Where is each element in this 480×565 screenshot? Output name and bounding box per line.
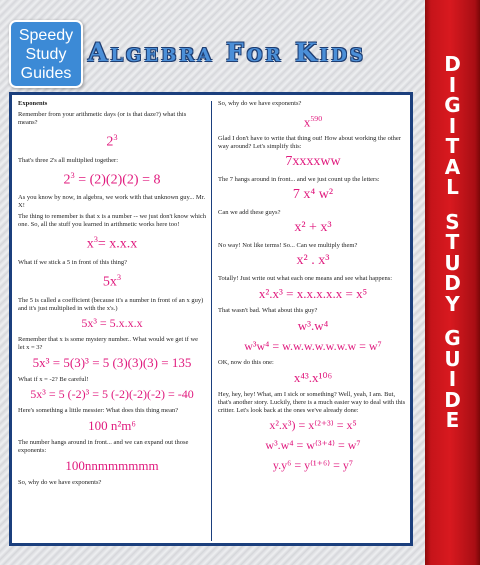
- spine-title: [425, 54, 480, 431]
- equation-rest: = (2)(2)(2) = 8: [74, 172, 161, 188]
- paragraph: So, why do we have exponents?: [218, 100, 302, 107]
- equation-base: 2: [63, 172, 71, 188]
- book-spine: [425, 0, 480, 565]
- paragraph: Remember that x is some mystery number.. What would we get if we let x = 3?: [18, 335, 199, 351]
- equation: x⁴³.x¹⁰⁶: [293, 370, 333, 386]
- equation: 100 n²m⁶: [88, 417, 136, 433]
- paragraph: Hey, hey, hey! What, am I sick or something? Well, yeah, I am. But, that's another story. Luckily, there is a much easier way to deal with this critter. Let's look back at the ones we've already done:: [218, 391, 406, 415]
- paragraph: The number hangs around in front... and we can expand out those exponents:: [18, 438, 189, 454]
- spine-letter: S: [445, 209, 460, 234]
- left-column: [18, 100, 206, 490]
- equation: x².x³) = x⁽²⁺³⁾ = x⁵: [269, 418, 357, 433]
- spine-letter: D: [444, 271, 461, 295]
- paragraph: Glad I don't have to write that thing out! How about working the other way around? Let's simplify this:: [218, 135, 401, 151]
- equation: [18, 232, 206, 253]
- spine-letter: E: [445, 408, 460, 432]
- spine-letter: G: [444, 326, 461, 350]
- spine-letter: L: [446, 175, 459, 199]
- equation-exponent: 3: [116, 272, 122, 282]
- equation: 5x³ = 5 (-2)³ = 5 (-2)(-2)(-2) = -40: [30, 386, 194, 401]
- spine-letter: I: [448, 367, 457, 391]
- equation: [18, 270, 206, 291]
- paragraph: So, why do we have exponents?: [18, 478, 102, 486]
- spine-letter: Y: [445, 291, 460, 316]
- equation-exponent: 3: [113, 133, 118, 142]
- equation: w³w⁴ = w.w.w.w.w.w.w = w⁷: [244, 339, 382, 354]
- equation: x² + x³: [294, 220, 332, 236]
- logo-line: Guides: [20, 64, 72, 82]
- equation: y.y⁶ = y⁽¹⁺⁶⁾ = y⁷: [272, 458, 354, 473]
- book-title: Algebra For Kids: [88, 38, 366, 67]
- paragraph: That wasn't bad. What about this guy?: [218, 307, 318, 315]
- paragraph: No way! Not like terms! So... Can we multiply them?: [218, 242, 358, 250]
- right-column: [218, 100, 408, 478]
- paragraph: The 7 hangs around in front... and we just count up the letters:: [218, 176, 380, 184]
- spine-letter: T: [445, 230, 460, 254]
- paragraph: As you know by now, in algebra, we work with that unknown guy... Mr. X!: [18, 194, 206, 210]
- equation-base: x: [303, 114, 311, 130]
- equation: [218, 111, 408, 129]
- equation: x².x³ = x.x.x.x.x = x⁵: [258, 286, 368, 302]
- equation-base: x: [86, 236, 94, 252]
- paragraph: Remember from your arithmetic days (or is that daze?) what this means?: [18, 111, 187, 126]
- equation: [18, 168, 206, 189]
- equation: 100nnmmmmmm: [65, 457, 159, 473]
- section-heading: Exponents: [18, 100, 48, 107]
- spine-letter: A: [444, 154, 461, 179]
- equation: w³.w⁴ = w⁽³⁺⁴⁾ = w⁷: [265, 438, 361, 453]
- equation: [18, 130, 206, 151]
- equation: 5x³ = 5(3)³ = 5 (3)(3)(3) = 135: [32, 354, 192, 370]
- equation-base: 5x: [102, 274, 117, 290]
- spine-letter: U: [444, 250, 461, 275]
- logo-line: Study: [25, 45, 67, 63]
- paragraph: What if we stick a 5 in front of this thing?: [18, 258, 128, 266]
- equation-rest: = x.x.x: [97, 236, 138, 252]
- equation-exponent: 590: [310, 114, 323, 123]
- equation-base: 2: [106, 134, 114, 150]
- spine-letter: I: [448, 113, 457, 138]
- equation: 7xxxxww: [285, 154, 341, 170]
- spine-letter: U: [444, 346, 461, 371]
- paragraph: Here's something a little messier: What does this thing mean?: [18, 406, 179, 414]
- equation: 7 x⁴ w²: [292, 187, 334, 203]
- paragraph: Can we add these guys?: [218, 209, 281, 217]
- paragraph: Totally! Just write out what each one means and see what happens:: [218, 275, 393, 283]
- spine-letter: D: [444, 387, 461, 412]
- logo-line: Speedy: [18, 26, 74, 44]
- speedy-study-guides-logo: [9, 20, 83, 88]
- paragraph: What if x = -2? Be careful!: [18, 375, 89, 383]
- equation-exponent: 3: [93, 235, 98, 245]
- equation: 5x³ = 5.x.x.x: [81, 315, 143, 330]
- equation-exponent: 3: [70, 170, 75, 180]
- column-divider: [211, 101, 212, 541]
- spine-letter: D: [444, 52, 461, 76]
- paragraph: The thing to remember is that x is a number -- we just don't know which one. So, all the stuff you learned in arithmetic works here too!: [18, 213, 207, 229]
- equation: x² . x³: [296, 253, 330, 269]
- paragraph: That's three 2's all multiplied together:: [18, 156, 118, 164]
- spine-letter: T: [445, 134, 460, 158]
- content-panel: [9, 92, 413, 546]
- spine-letter: I: [448, 72, 457, 97]
- spine-letter: G: [444, 93, 461, 117]
- paragraph: The 5 is called a coefficient (because it's a number in front of an x guy) and it's just multiplied in with the x's.): [18, 296, 204, 312]
- equation: w³.w⁴: [297, 318, 329, 334]
- paragraph: OK, now do this one:: [218, 359, 274, 367]
